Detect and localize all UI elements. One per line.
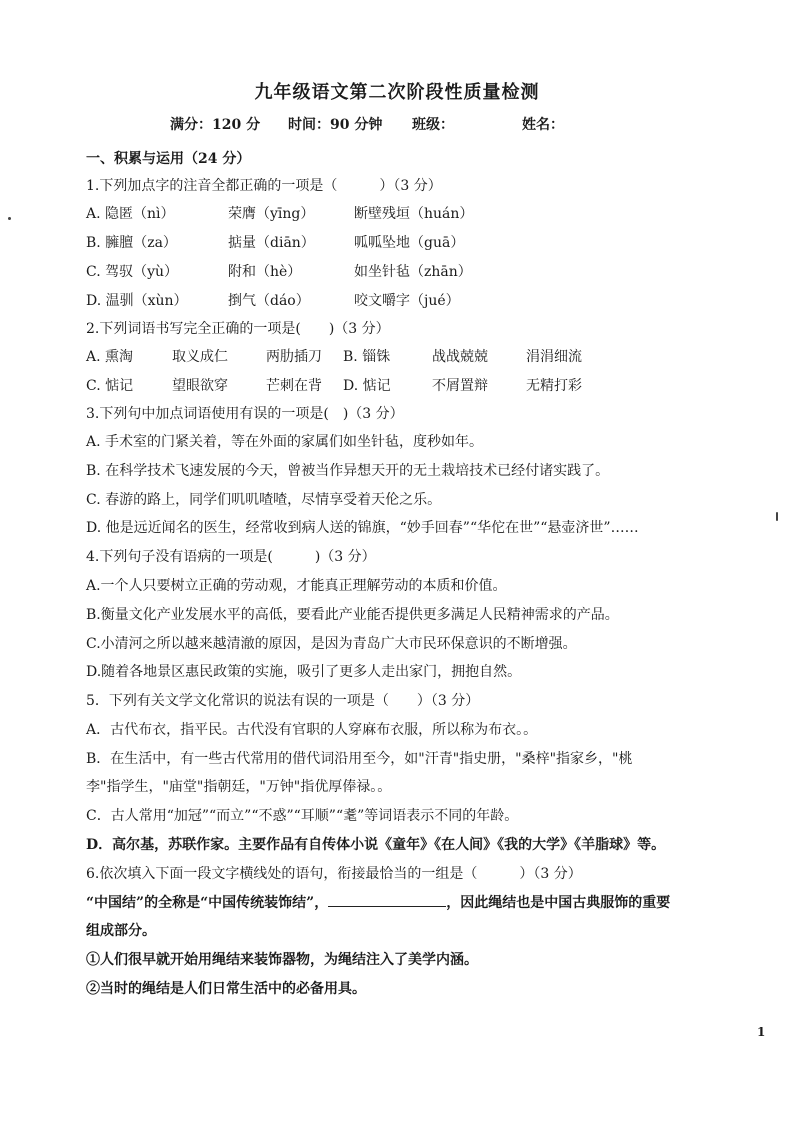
q2-r2-2: 望眼欲穿 [172,378,228,394]
q2-r2-5: 不屑置辩 [432,378,488,394]
q1-a-2: 荣膺（yīng） [228,206,315,222]
section-heading: 一、积累与运用（24 分） [86,151,251,167]
q3-option-b: B. 在科学技术飞速发展的今天，曾被当作异想天开的无土栽培技术已经付诸实践了。 [86,463,610,479]
q1-stem: 1.下列加点字的注音全都正确的一项是（ ）（3 分） [86,178,442,194]
q6-stem: 6.依次填入下面一段文字横线处的语句，衔接最恰当的一组是（ ）（3 分） [86,866,582,882]
q5-option-b-line2: 李"指学生，"庙堂"指朝廷，"万钟"指优厚俸禄。。 [86,779,392,795]
q2-r2-6: 无精打彩 [526,378,582,394]
page-number: 1 [757,1025,766,1039]
full-score: 满分：120 分 [170,117,261,133]
q5-option-a: A．古代布衣，指平民。古代没有官职的人穿麻布衣服，所以称为布衣。。 [86,722,538,738]
q2-stem: 2.下列词语书写完全正确的一项是( )（3 分） [86,321,390,337]
scan-speck [776,512,778,521]
q1-b-2: 掂量（diān） [228,235,315,251]
q1-d-1: D. 温驯（xùn） [86,293,188,309]
q4-option-d: D.随着各地景区惠民政策的实施，吸引了更多人走出家门，拥抱自然。 [86,664,522,680]
q2-r2-4: D. 惦记 [343,378,391,394]
q1-c-3: 如坐针毡（zhān） [354,264,472,280]
q2-r1-4: B. 锱铢 [343,349,391,365]
q3-option-a: A. 手术室的门紧关着，等在外面的家属们如坐针毡，度秒如年。 [86,434,484,450]
q5-option-b-line1: B．在生活中，有一些古代常用的借代词沿用至今，如"汗青"指史册，"桑梓"指家乡，"桃 [86,751,633,767]
q3-stem: 3.下列句中加点词语使用有误的一项是( )（3 分） [86,406,404,422]
q1-a-3: 断壁残垣（huán） [354,206,474,222]
q1-d-3: 咬文嚼字（jué） [354,293,460,309]
class-field: 班级： [412,117,454,133]
q5-option-d: D．高尔基，苏联作家。主要作品有自传体小说《童年》《在人间》《我的大学》《羊脂球》等。 [86,837,666,853]
exam-time: 时间：90 分钟 [288,117,383,133]
q2-r1-6: 涓涓细流 [526,349,582,365]
q6-fill-blank [328,892,446,907]
name-field: 姓名： [522,117,564,133]
q2-r1-3: 两肋插刀 [266,349,322,365]
scan-speck [8,217,11,220]
q1-c-2: 附和（hè） [228,264,302,280]
q6-passage-line1 [86,892,670,912]
q2-r1-1: A. 熏淘 [86,349,134,365]
q5-stem: 5．下列有关文学文化常识的说法有误的一项是（ ）（3 分） [86,693,480,709]
q3-option-d: D. 他是远近闻名的医生，经常收到病人送的锦旗，“妙手回春”“华佗在世”“悬壶济世”…… [86,520,639,536]
q6-passage-post: ，因此绳结也是中国古典服饰的重要 [446,895,671,911]
q2-r1-2: 取义成仁 [172,349,228,365]
q1-d-2: 捯气（dáo） [228,293,310,309]
q5-option-c: C．古人常用“加冠”“而立”“不惑”“耳顺”“耄”等词语表示不同的年龄。 [86,808,519,824]
q6-choice-1: ①人们很早就开始用绳结来装饰器物，为绳结注入了美学内涵。 [86,952,478,968]
q1-b-1: B. 臃膻（za） [86,235,177,251]
q1-a-1: A. 隐匿（nì） [86,206,175,222]
q1-c-1: C. 驾驭（yù） [86,264,179,280]
q4-option-c: C.小清河之所以越来越清澈的原因，是因为青岛广大市民环保意识的不断增强。 [86,636,577,652]
q3-option-c: C. 春游的路上，同学们叽叽喳喳，尽情享受着天伦之乐。 [86,492,442,508]
q2-r2-3: 芒刺在背 [266,378,322,394]
exam-title: 九年级语文第二次阶段性质量检测 [254,82,540,103]
q6-passage-line2: 组成部分。 [86,923,156,939]
q6-passage-pre: “中国结”的全称是“中国传统装饰结”， [86,895,329,911]
q1-b-3: 呱呱坠地（guā） [354,235,465,251]
q4-stem: 4.下列句子没有语病的一项是( )（3 分） [86,549,376,565]
q2-r2-1: C. 惦记 [86,378,134,394]
q2-r1-5: 战战兢兢 [432,349,488,365]
q6-choice-2: ②当时的绳结是人们日常生活中的必备用具。 [86,981,366,997]
q4-option-a: A.一个人只要树立正确的劳动观，才能真正理解劳动的本质和价值。 [86,578,507,594]
q4-option-b: B.衡量文化产业发展水平的高低，要看此产业能否提供更多满足人民精神需求的产品。 [86,607,619,623]
